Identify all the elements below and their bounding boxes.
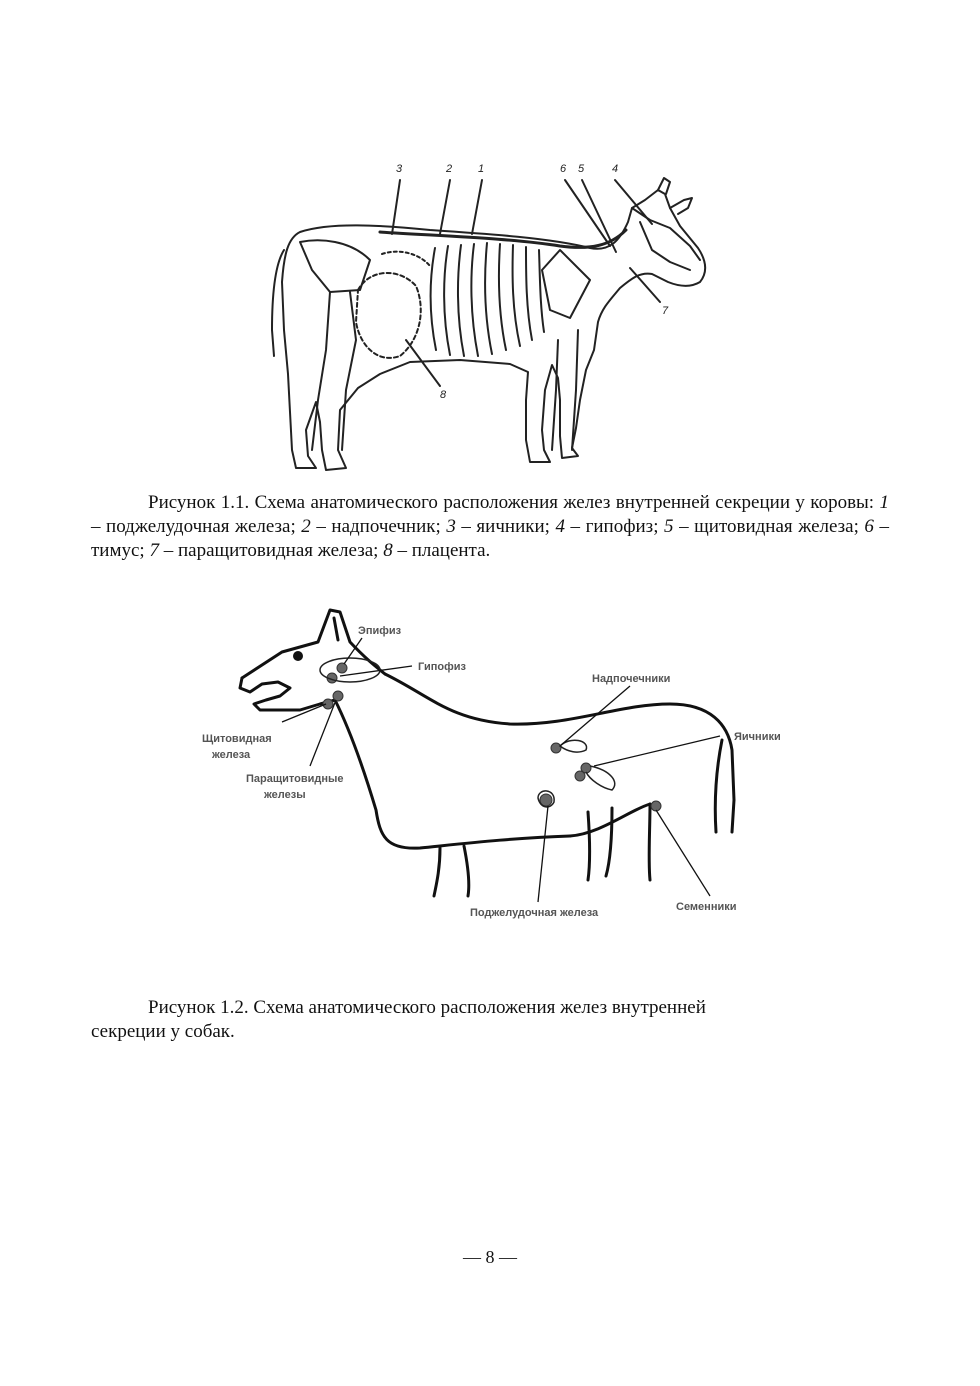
callout-3: 3 (396, 163, 403, 175)
testis-marker (651, 801, 661, 811)
caption-item-num: 6 (864, 516, 874, 537)
caption-item-text: – тимус; (91, 516, 889, 561)
callout-5: 5 (578, 163, 585, 175)
cow-endocrine-figure (260, 150, 730, 480)
callout-2: 2 (446, 163, 453, 175)
label-parathyroid-line2: железы (264, 789, 306, 801)
label-pituitary: Гипофиз (418, 661, 466, 673)
caption-item-text: – поджелудочная железа; (91, 516, 302, 537)
caption-prefix: Рисунок 1.1. Схема анатомического расположения желез внутренней секреции у коровы: (148, 492, 880, 513)
figure-1-caption (91, 491, 889, 563)
caption-item-num: 1 (879, 492, 889, 513)
caption-item-num: 8 (383, 540, 393, 561)
dog-eye (293, 651, 303, 661)
caption-item-text: – гипофиз; (564, 516, 665, 537)
figure-2-caption (91, 996, 889, 1044)
label-testes: Семенники (676, 901, 737, 913)
caption-item-num: 4 (555, 516, 565, 537)
label-parathyroid-line1: Паращитовидные (246, 773, 344, 785)
callout-8: 8 (440, 389, 447, 401)
brain-outline (320, 658, 380, 682)
ovary-marker-2 (575, 771, 585, 781)
callout-1: 1 (478, 163, 485, 175)
caption-item-num: 2 (301, 516, 311, 537)
callout-7: 7 (662, 305, 669, 317)
label-pancreas: Поджелудочная железа (470, 907, 599, 919)
dog-gland-labels (202, 625, 781, 919)
label-thyroid-line1: Щитовидная (202, 733, 272, 745)
caption-item-text: – паращитовидная железа; (158, 540, 384, 561)
parathyroid-marker (333, 691, 343, 701)
label-epiphysis: Эпифиз (358, 625, 402, 637)
caption-item-num: 7 (149, 540, 159, 561)
label-ovaries: Яичники (734, 731, 781, 743)
dog-endocrine-figure (150, 600, 810, 935)
cow-diagram (260, 150, 730, 480)
label-adrenals: Надпочечники (592, 673, 671, 685)
callout-4: 4 (612, 163, 619, 175)
figure-2-caption-text (91, 996, 889, 1044)
adrenal-marker (551, 743, 561, 753)
figure-1-caption-text (91, 491, 889, 563)
caption-item-text: – надпочечник; (310, 516, 447, 537)
epiphysis-marker (337, 663, 347, 673)
callout-6: 6 (560, 163, 567, 175)
caption-item-num: 5 (664, 516, 674, 537)
caption-item-text: – плацента. (392, 540, 491, 561)
label-thyroid-line2: железа (212, 749, 251, 761)
caption-item-text: – щитовидная железа; (673, 516, 865, 537)
caption-2-line-2: секреции у собак. (91, 1021, 235, 1042)
dog-diagram (150, 600, 810, 935)
caption-item-text: – яичники; (455, 516, 556, 537)
page-number: — 8 — (463, 1247, 517, 1267)
caption-item-num: 3 (446, 516, 456, 537)
caption-2-line-1: Рисунок 1.2. Схема анатомического расположения желез внутренней (148, 997, 706, 1018)
